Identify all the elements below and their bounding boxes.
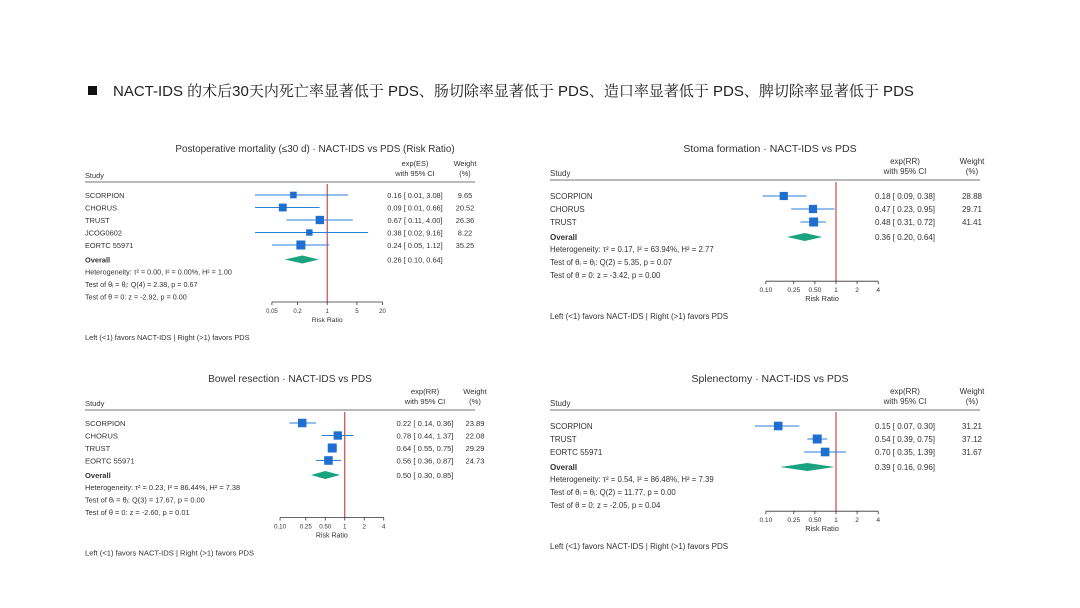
forest-plot-stoma — [540, 140, 1000, 325]
study-name: SCORPION — [85, 419, 126, 428]
weight-value: 41.41 — [961, 218, 983, 227]
effect-value: 0.78 [ 0.44, 1.37] — [396, 431, 454, 441]
effect-header-line1: exp(RR) — [890, 387, 920, 396]
point-estimate-square — [306, 229, 312, 235]
weight-value: 29.71 — [961, 205, 983, 214]
effect-value: 0.54 [ 0.39, 0.75] — [874, 435, 936, 444]
x-tick-label: 0.25 — [299, 523, 312, 531]
point-estimate-square — [279, 204, 287, 212]
effect-value: 0.24 [ 0.05, 1.12] — [387, 241, 443, 250]
point-estimate-square — [774, 422, 783, 431]
point-estimate-square — [324, 456, 333, 465]
x-tick-label: 0.25 — [787, 517, 801, 525]
x-tick-label: 0.50 — [808, 287, 822, 295]
effect-value: 0.38 [ 0.02, 9.16] — [387, 228, 443, 238]
overall-effect-value: 0.36 [ 0.20, 0.64] — [874, 233, 936, 242]
study-header: Study — [550, 169, 571, 178]
weight-value: 28.88 — [961, 192, 983, 201]
page-header — [88, 80, 914, 101]
effect-value: 0.64 [ 0.55, 0.75] — [396, 444, 454, 453]
study-name: CHORUS — [85, 203, 118, 213]
study-name: SCORPION — [550, 192, 593, 201]
weight-value: 26.36 — [455, 216, 475, 225]
overall-label: Overall — [550, 233, 578, 242]
x-axis-label: Risk Ratio — [805, 524, 839, 534]
weight-value: 8.22 — [457, 228, 473, 238]
study-name: TRUST — [85, 216, 110, 225]
effect-value: 0.47 [ 0.23, 0.95] — [874, 205, 936, 214]
overall-effect-value: 0.26 [ 0.10, 0.64] — [387, 255, 443, 265]
x-tick-label: 0.10 — [759, 287, 773, 295]
effect-header-line1: exp(ES) — [401, 159, 429, 168]
study-name: JCOG0602 — [85, 228, 122, 238]
stats-line: Test of θ = 0: z = -2.92, p = 0.00 — [85, 292, 187, 302]
effect-value: 0.48 [ 0.31, 0.72] — [874, 218, 936, 227]
stats-line: Test of θ = 0: z = -2.60, p = 0.01 — [85, 508, 190, 517]
overall-diamond — [780, 463, 835, 471]
header-text: NACT-IDS 的术后30天内死亡率显著低于 PDS、肠切除率显著低于 PDS、造口率显著低于 PDS、脾切除率显著低于 PDS — [113, 83, 914, 100]
point-estimate-square — [780, 192, 788, 200]
study-name: TRUST — [85, 444, 111, 453]
effect-header-line2: with 95% CI — [395, 169, 435, 178]
study-name: CHORUS — [85, 431, 118, 441]
study-name: EORTC 55971 — [85, 241, 134, 250]
stats-line: Test of θ = 0: z = -3.42, p = 0.00 — [550, 271, 661, 280]
effect-header-line1: exp(RR) — [890, 157, 920, 166]
overall-label: Overall — [85, 471, 111, 480]
study-name: CHORUS — [550, 205, 585, 214]
x-tick-label: 1 — [325, 309, 329, 315]
overall-label: Overall — [550, 463, 578, 472]
overall-label: Overall — [85, 255, 111, 265]
x-tick-label: 4 — [382, 523, 386, 531]
x-tick-label: 1 — [834, 517, 838, 525]
point-estimate-square — [290, 192, 297, 199]
point-estimate-square — [813, 435, 822, 444]
x-tick-label: 0.05 — [266, 309, 278, 315]
favors-footer: Left (<1) favors NACT-IDS | Right (>1) favors PDS — [85, 548, 255, 558]
study-name: EORTC 55971 — [550, 448, 603, 457]
x-axis-label: Risk Ratio — [311, 317, 343, 324]
study-name: SCORPION — [85, 191, 125, 200]
point-estimate-square — [334, 431, 342, 439]
weight-header-line2: (%) — [469, 397, 481, 406]
x-tick-label: 4 — [876, 517, 881, 525]
chart-title: Bowel resection · NACT-IDS vs PDS — [208, 374, 372, 385]
stats-line: Test of θᵢ = θⱼ: Q(2) = 11.77, p = 0.00 — [550, 488, 676, 497]
favors-footer: Left (<1) favors NACT-IDS | Right (>1) favors PDS — [550, 312, 729, 322]
x-tick-label: 5 — [355, 309, 359, 315]
overall-diamond — [311, 471, 340, 479]
weight-value: 31.21 — [961, 422, 983, 431]
effect-header-line1: exp(RR) — [410, 387, 440, 396]
stats-line: Heterogeneity: τ² = 0.23, I² = 86.44%, H² = 7.38 — [85, 483, 241, 492]
effect-value: 0.09 [ 0.01, 0.66] — [387, 203, 443, 213]
study-header: Study — [85, 399, 105, 408]
forest-plot-mortality — [80, 140, 480, 345]
weight-value: 37.12 — [961, 435, 983, 444]
weight-value: 29.29 — [465, 444, 485, 453]
effect-value: 0.18 [ 0.09, 0.38] — [874, 192, 936, 201]
weight-value: 9.65 — [457, 191, 473, 200]
effect-value: 0.22 [ 0.14, 0.36] — [396, 419, 454, 428]
stats-line: Test of θᵢ = θⱼ: Q(4) = 2.38, p = 0.67 — [85, 280, 198, 289]
x-tick-label: 20 — [379, 309, 386, 315]
point-estimate-square — [821, 448, 830, 457]
study-name: SCORPION — [550, 422, 593, 431]
weight-header-line1: Weight — [959, 387, 985, 396]
x-tick-label: 2 — [855, 287, 859, 295]
weight-header-line2: (%) — [965, 167, 979, 176]
effect-value: 0.56 [ 0.36, 0.87] — [396, 456, 454, 466]
x-tick-label: 2 — [855, 517, 859, 525]
weight-value: 31.67 — [961, 448, 983, 457]
point-estimate-square — [298, 419, 307, 428]
stats-line: Test of θᵢ = θⱼ: Q(2) = 5.35, p = 0.07 — [550, 258, 672, 267]
effect-header-line2: with 95% CI — [883, 397, 927, 406]
overall-effect-value: 0.50 [ 0.30, 0.85] — [396, 471, 454, 480]
x-tick-label: 0.50 — [319, 523, 332, 531]
weight-value: 22.08 — [465, 431, 485, 441]
weight-value: 24.73 — [465, 456, 485, 466]
forest-plot-splenectomy — [540, 370, 1000, 555]
stats-line: Heterogeneity: τ² = 0.17, I² = 63.94%, H² = 2.77 — [550, 245, 714, 254]
study-header: Study — [85, 171, 104, 180]
effect-value: 0.16 [ 0.01, 3.08] — [387, 191, 443, 200]
study-name: TRUST — [550, 218, 577, 227]
stats-line: Test of θ = 0: z = -2.05, p = 0.04 — [550, 501, 661, 510]
x-tick-label: 0.10 — [759, 517, 773, 525]
weight-header-line1: Weight — [453, 159, 477, 168]
weight-header-line2: (%) — [965, 397, 979, 406]
x-tick-label: 1 — [834, 287, 838, 295]
x-axis-label: Risk Ratio — [805, 294, 839, 304]
x-tick-label: 2 — [362, 523, 366, 531]
weight-header-line1: Weight — [959, 157, 985, 166]
effect-value: 0.67 [ 0.11, 4.00] — [387, 216, 443, 225]
study-header: Study — [550, 399, 571, 408]
effect-header-line2: with 95% CI — [883, 167, 927, 176]
weight-header-line1: Weight — [463, 387, 487, 396]
weight-value: 35.25 — [455, 241, 475, 250]
x-tick-label: 0.25 — [787, 287, 801, 295]
chart-title: Postoperative mortality (≤30 d) · NACT-IDS vs PDS (Risk Ratio) — [175, 144, 455, 155]
weight-value: 20.52 — [455, 203, 475, 213]
x-tick-label: 4 — [876, 287, 881, 295]
study-name: TRUST — [550, 435, 577, 444]
stats-line: Test of θᵢ = θⱼ: Q(3) = 17.67, p = 0.00 — [85, 495, 205, 505]
point-estimate-square — [809, 218, 818, 227]
stats-line: Heterogeneity: τ² = 0.54, I² = 86.48%, H² = 7.39 — [550, 475, 714, 484]
point-estimate-square — [809, 205, 817, 213]
forest-plot-bowel-resection — [80, 370, 487, 558]
favors-footer: Left (<1) favors NACT-IDS | Right (>1) favors PDS — [550, 542, 729, 552]
effect-value: 0.70 [ 0.35, 1.39] — [874, 448, 936, 457]
x-tick-label: 0.50 — [808, 517, 822, 525]
effect-value: 0.15 [ 0.07, 0.30] — [874, 422, 936, 431]
point-estimate-square — [296, 241, 305, 250]
overall-diamond — [285, 256, 319, 264]
chart-title: Splenectomy · NACT-IDS vs PDS — [691, 373, 849, 385]
x-tick-label: 1 — [343, 523, 347, 531]
overall-effect-value: 0.39 [ 0.16, 0.96] — [874, 463, 936, 472]
chart-title: Stoma formation · NACT-IDS vs PDS — [683, 143, 857, 155]
weight-value: 23.89 — [465, 419, 485, 428]
effect-header-line2: with 95% CI — [404, 397, 446, 406]
bullet-square-icon — [88, 86, 97, 95]
stats-line: Heterogeneity: τ² = 0.00, I² = 0.00%, H² = 1.00 — [85, 267, 232, 277]
weight-header-line2: (%) — [459, 169, 471, 178]
x-axis-label: Risk Ratio — [315, 532, 348, 540]
x-tick-label: 0.2 — [293, 309, 302, 315]
overall-diamond — [787, 233, 822, 241]
point-estimate-square — [316, 216, 324, 224]
x-tick-label: 0.10 — [274, 523, 287, 531]
study-name: EORTC 55971 — [85, 456, 135, 466]
point-estimate-square — [328, 444, 337, 453]
favors-footer: Left (<1) favors NACT-IDS | Right (>1) favors PDS — [85, 333, 250, 342]
